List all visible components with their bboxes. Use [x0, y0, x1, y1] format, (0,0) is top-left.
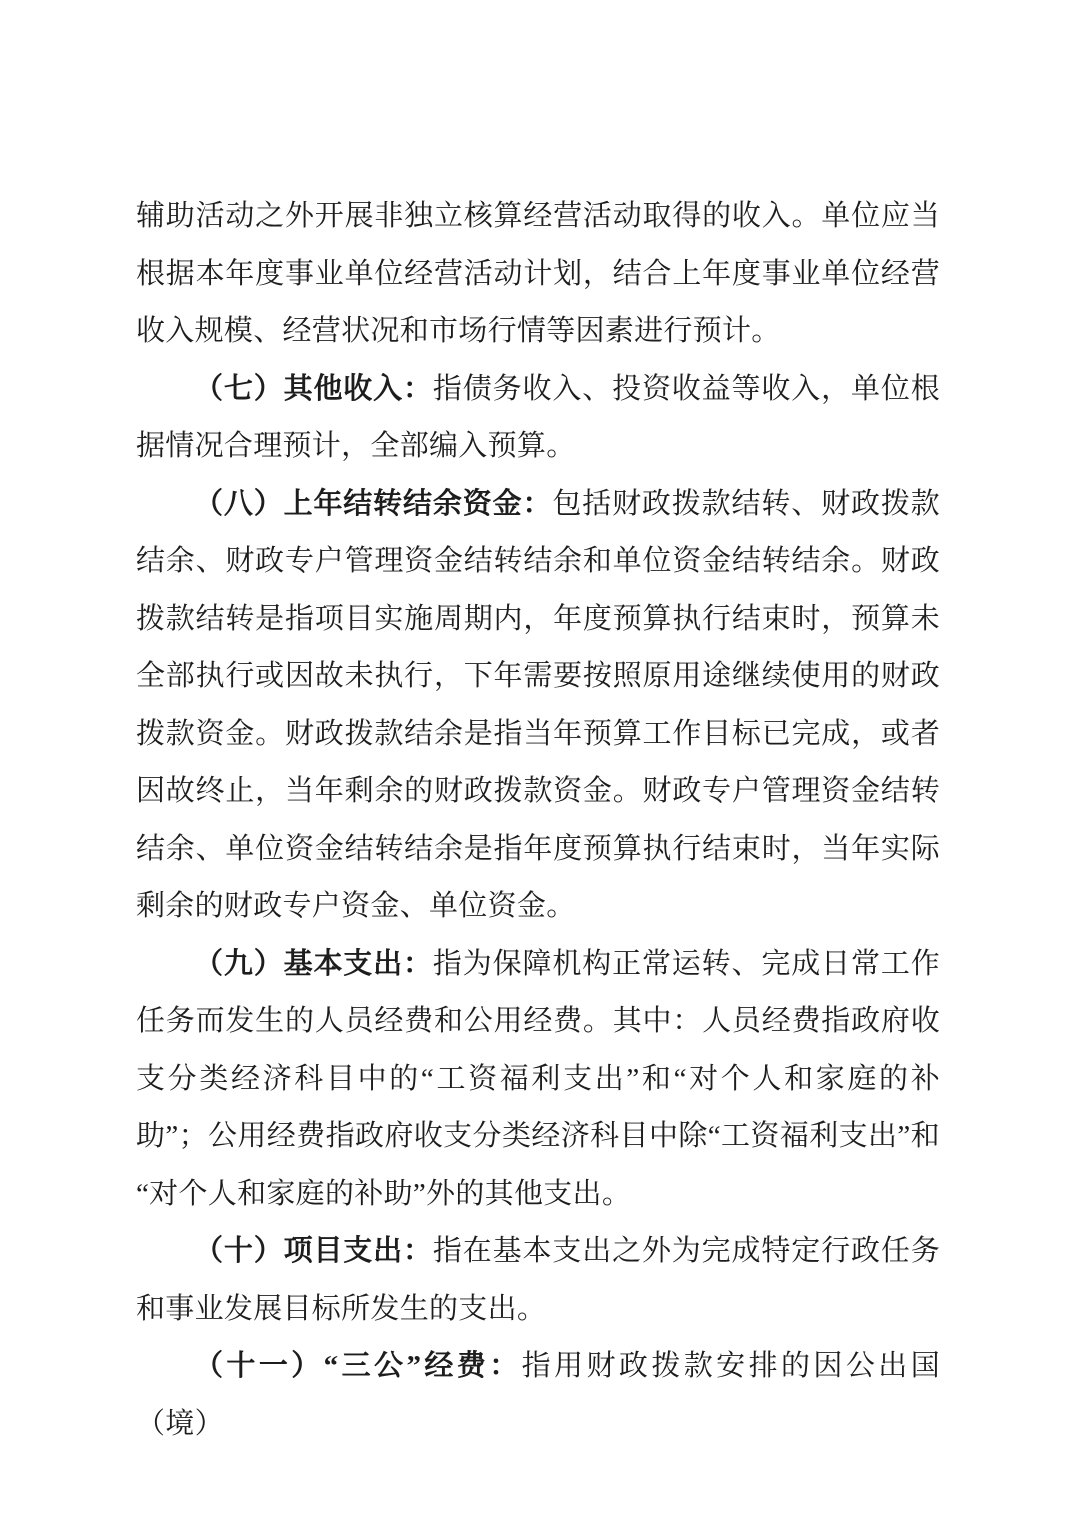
paragraph-label: （十一）“三公”经费： — [194, 1350, 522, 1382]
paragraph-item-10 — [136, 1223, 940, 1338]
paragraph-label: （九）基本支出： — [194, 947, 433, 980]
paragraph-label: （十）项目支出： — [194, 1235, 433, 1267]
paragraph-item-7 — [136, 361, 940, 476]
document-text-block — [136, 188, 940, 1453]
paragraph-text: 指为保障机构正常运转、完成日常工作任务而发生的人员经费和公用经费。其中：人员经费指政府收支分类经济科目中的“工资福利支出”和“对个人和家庭的补助”；公用经费指政府收支分类经济科目中除“工资福利支出”和“对个人和家庭的补助”外的其他支出。 — [136, 947, 940, 1210]
paragraph-item-9 — [136, 936, 940, 1224]
paragraph-continuation — [136, 188, 940, 361]
paragraph-label: （七）其他收入： — [194, 372, 433, 405]
paragraph-text: 指债务收入、投资收益等收入，单位根据情况合理预计，全部编入预算。 — [136, 372, 940, 462]
paragraph-item-11 — [136, 1338, 940, 1453]
paragraph-text: 辅助活动之外开展非独立核算经营活动取得的收入。单位应当根据本年度事业单位经营活动计划，结合上年度事业单位经营收入规模、经营状况和市场行情等因素进行预计。 — [136, 200, 940, 347]
paragraph-item-8 — [136, 476, 940, 936]
paragraph-text: 指用财政拨款安排的因公出国（境） — [136, 1350, 940, 1440]
paragraph-text: 包括财政拨款结转、财政拨款结余、财政专户管理资金结转结余和单位资金结转结余。财政拨款结转是指项目实施周期内，年度预算执行结束时，预算未全部执行或因故未执行，下年需要按照原用途继续使用的财政拨款资金。财政拨款结余是指当年预算工作目标已完成，或者因故终止，当年剩余的财政拨款资金。财政专户管理资金结转结余、单位资金结转结余是指年度预算执行结束时，当年实际剩余的财政专户资金、单位资金。 — [136, 487, 940, 922]
paragraph-text: 指在基本支出之外为完成特定行政任务和事业发展目标所发生的支出。 — [136, 1235, 940, 1325]
paragraph-label: （八）上年结转结余资金： — [194, 487, 553, 520]
